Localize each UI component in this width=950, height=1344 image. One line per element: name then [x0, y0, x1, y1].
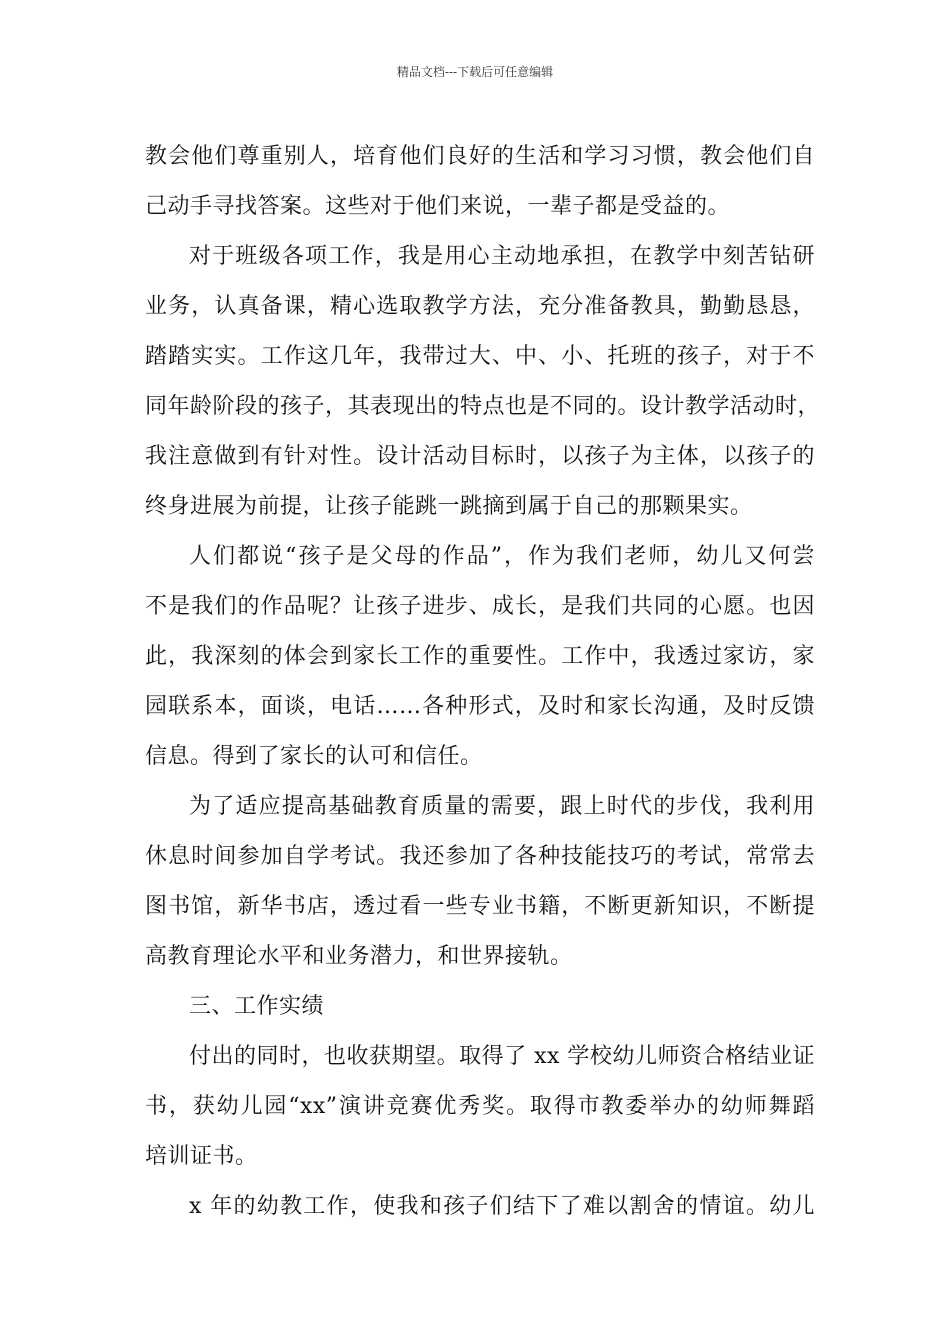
paragraph-first-line: 付出的同时，也收获期望。取得了 xx 学校幼儿师资合格结业证 — [189, 1044, 815, 1069]
text-line: 终身进展为前提，让孩子能跳一跳摘到属于自己的那颗果实。 — [145, 494, 753, 519]
text-line: 培训证书。 — [145, 1144, 258, 1169]
page-header: 精品文档---下载后可任意编辑 — [396, 65, 554, 79]
text-line: 园联系本，面谈，电话……各种形式，及时和家长沟通，及时反馈 — [145, 694, 815, 719]
section-heading: 三、工作实绩 — [189, 994, 325, 1019]
text-line: 此，我深刻的体会到家长工作的重要性。工作中，我透过家访，家 — [145, 644, 815, 669]
document-body — [145, 132, 821, 1232]
text-line: 图书馆，新华书店，透过看一些专业书籍，不断更新知识，不断提 — [145, 894, 815, 919]
text-line: 己动手寻找答案。这些对于他们来说，一辈子都是受益的。 — [145, 194, 731, 219]
text-line: 书，获幼儿园“xx”演讲竞赛优秀奖。取得市教委举办的幼师舞蹈 — [145, 1094, 815, 1119]
text-line: 业务，认真备课，精心选取教学方法，充分准备教具，勤勤恳恳， — [145, 294, 815, 319]
text-line: 不是我们的作品呢？让孩子进步、成长，是我们共同的心愿。也因 — [145, 594, 815, 619]
text-line: 我注意做到有针对性。设计活动目标时，以孩子为主体，以孩子的 — [145, 444, 815, 469]
text-line: 教会他们尊重别人，培育他们良好的生活和学习习惯，教会他们自 — [145, 144, 815, 169]
text-line: 踏踏实实。工作这几年，我带过大、中、小、托班的孩子，对于不 — [145, 344, 815, 369]
text-line: 高教育理论水平和业务潜力，和世界接轨。 — [145, 944, 573, 969]
text-line: 同年龄阶段的孩子，其表现出的特点也是不同的。设计教学活动时， — [145, 394, 821, 419]
paragraph-first-line: x 年的幼教工作，使我和孩子们结下了难以割舍的情谊。幼儿 — [189, 1194, 815, 1219]
paragraph-first-line: 人们都说“孩子是父母的作品”，作为我们老师，幼儿又何尝 — [189, 544, 815, 569]
paragraph-first-line: 对于班级各项工作，我是用心主动地承担，在教学中刻苦钻研 — [189, 244, 815, 269]
text-line: 休息时间参加自学考试。我还参加了各种技能技巧的考试，常常去 — [145, 844, 815, 869]
text-line: 信息。得到了家长的认可和信任。 — [145, 744, 483, 769]
paragraph-first-line: 为了适应提高基础教育质量的需要，跟上时代的步伐，我利用 — [189, 794, 815, 819]
